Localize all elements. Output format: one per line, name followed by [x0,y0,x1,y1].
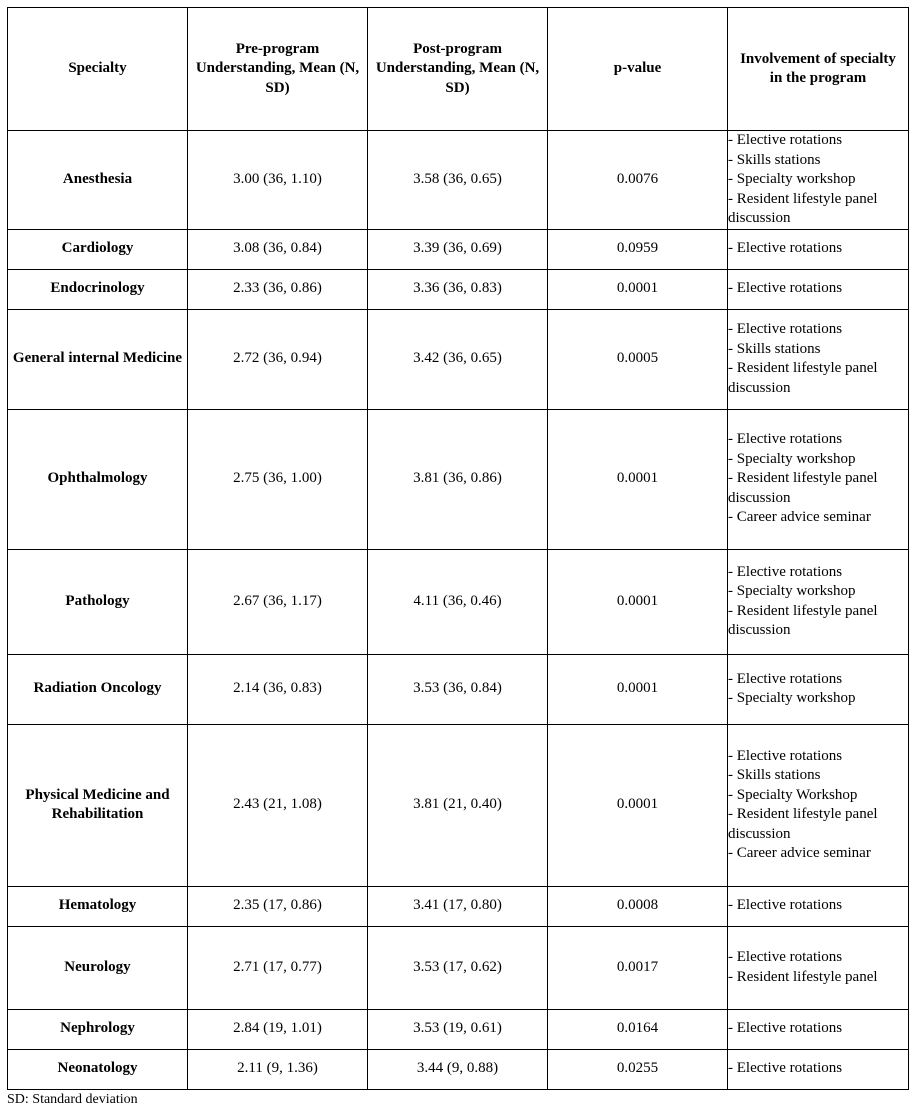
involvement-item: - Elective rotations [728,949,843,965]
involvement-item: - Elective rotations [728,280,843,297]
specialty-cell: Anesthesia [8,131,188,230]
post-program-cell: 3.44 (9, 0.88) [368,1049,548,1089]
header-row [8,8,909,131]
involvement-item: - Elective rotations [728,1020,843,1037]
involvement-item: - Elective rotations [728,747,843,764]
p-value-cell: 0.0001 [548,549,728,654]
footnote: SD: Standard deviation [7,1092,138,1107]
p-value-cell: 0.0001 [548,654,728,724]
pre-program-cell: 3.00 (36, 1.10) [188,131,368,230]
specialty-cell: Neonatology [8,1049,188,1089]
involvement-item: - Elective rotations [728,132,843,148]
table-row [8,409,909,549]
table-row [8,269,909,309]
p-value-cell: 0.0001 [548,409,728,549]
header-involvement: Involvement of specialty in the program [728,8,909,131]
specialty-cell: Ophthalmology [8,409,188,549]
post-program-cell: 3.53 (17, 0.62) [368,926,548,1009]
header-p-value: p-value [548,8,728,131]
p-value-cell: 0.0164 [548,1009,728,1049]
involvement-item: - Specialty Workshop [728,786,858,803]
pre-program-cell: 2.71 (17, 0.77) [188,926,368,1009]
post-program-cell: 3.39 (36, 0.69) [368,229,548,269]
pre-program-cell: 2.67 (36, 1.17) [188,549,368,654]
involvement-item: - Skills stations [728,340,821,357]
post-program-cell: 3.41 (17, 0.80) [368,886,548,926]
involvement-item: - Elective rotations [728,670,843,687]
p-value-cell: 0.0959 [548,229,728,269]
involvement-item: discussion [728,379,791,396]
table-row [8,131,909,230]
involvement-cell [728,269,909,309]
p-value-cell: 0.0017 [548,926,728,1009]
involvement-cell [728,654,909,724]
pre-program-cell: 2.84 (19, 1.01) [188,1009,368,1049]
involvement-item: discussion [728,825,791,842]
pre-program-cell: 2.33 (36, 0.86) [188,269,368,309]
involvement-item: - Resident lifestyle panel [728,602,878,619]
pre-program-cell: 2.14 (36, 0.83) [188,654,368,724]
involvement-cell [728,229,909,269]
pre-program-cell: 2.43 (21, 1.08) [188,724,368,886]
involvement-item: - Career advice seminar [728,509,871,526]
involvement-item: - Specialty workshop [728,450,856,467]
specialty-cell: Pathology [8,549,188,654]
p-value-cell: 0.0005 [548,309,728,409]
specialty-cell: Nephrology [8,1009,188,1049]
involvement-cell [728,886,909,926]
specialty-cell: General internal Medicine [8,309,188,409]
involvement-item: - Elective rotations [728,321,843,337]
table-row [8,926,909,1009]
post-program-cell: 3.36 (36, 0.83) [368,269,548,309]
involvement-cell [728,1009,909,1049]
involvement-item: - Resident lifestyle panel [728,360,878,376]
table-body [8,131,909,1090]
post-program-cell: 4.11 (36, 0.46) [368,549,548,654]
table-row [8,1009,909,1049]
pre-program-cell: 2.35 (17, 0.86) [188,886,368,926]
involvement-item: discussion [728,622,791,638]
involvement-cell [728,926,909,1009]
specialty-cell: Cardiology [8,229,188,269]
involvement-item: - Resident lifestyle panel [728,968,878,985]
post-program-cell: 3.53 (36, 0.84) [368,654,548,724]
header-specialty: Specialty [8,8,188,131]
table-row [8,549,909,654]
involvement-item: - Elective rotations [728,431,843,448]
involvement-item: discussion [728,210,791,226]
table-row [8,309,909,409]
pre-program-cell: 3.08 (36, 0.84) [188,229,368,269]
involvement-cell [728,131,909,230]
table-row [8,654,909,724]
involvement-item: - Skills stations [728,151,821,168]
table-row [8,886,909,926]
post-program-cell: 3.81 (36, 0.86) [368,409,548,549]
p-value-cell: 0.0008 [548,886,728,926]
pre-program-cell: 2.72 (36, 0.94) [188,309,368,409]
involvement-item: - Career advice seminar [728,845,871,861]
involvement-item: - Elective rotations [728,897,843,914]
involvement-item: - Skills stations [728,767,821,783]
specialty-cell: Endocrinology [8,269,188,309]
results-table [7,7,909,1090]
specialty-cell: Neurology [8,926,188,1009]
involvement-cell [728,724,909,886]
header-pre-program: Pre-program Understanding, Mean (N, SD) [188,8,368,131]
involvement-item: - Resident lifestyle panel [728,190,878,207]
involvement-cell [728,309,909,409]
specialty-cell: Radiation Oncology [8,654,188,724]
table-row [8,229,909,269]
p-value-cell: 0.0001 [548,724,728,886]
pre-program-cell: 2.11 (9, 1.36) [188,1049,368,1089]
involvement-cell [728,1049,909,1089]
involvement-item: - Resident lifestyle panel [728,806,878,822]
post-program-cell: 3.42 (36, 0.65) [368,309,548,409]
specialty-cell: Physical Medicine and Rehabilitation [8,724,188,886]
involvement-item: - Specialty workshop [728,171,856,187]
involvement-item: - Specialty workshop [728,583,856,599]
p-value-cell: 0.0001 [548,269,728,309]
involvement-cell [728,549,909,654]
involvement-item: discussion [728,489,791,506]
specialty-cell: Hematology [8,886,188,926]
table-row [8,724,909,886]
p-value-cell: 0.0076 [548,131,728,230]
involvement-item: - Resident lifestyle panel [728,470,878,487]
post-program-cell: 3.58 (36, 0.65) [368,131,548,230]
pre-program-cell: 2.75 (36, 1.00) [188,409,368,549]
involvement-cell [728,409,909,549]
involvement-item: - Elective rotations [728,563,843,580]
post-program-cell: 3.53 (19, 0.61) [368,1009,548,1049]
involvement-item: - Elective rotations [728,1060,843,1077]
involvement-item: - Elective rotations [728,240,843,257]
p-value-cell: 0.0255 [548,1049,728,1089]
table-row [8,1049,909,1089]
header-post-program: Post-program Understanding, Mean (N, SD) [368,8,548,131]
post-program-cell: 3.81 (21, 0.40) [368,724,548,886]
involvement-item: - Specialty workshop [728,690,856,706]
